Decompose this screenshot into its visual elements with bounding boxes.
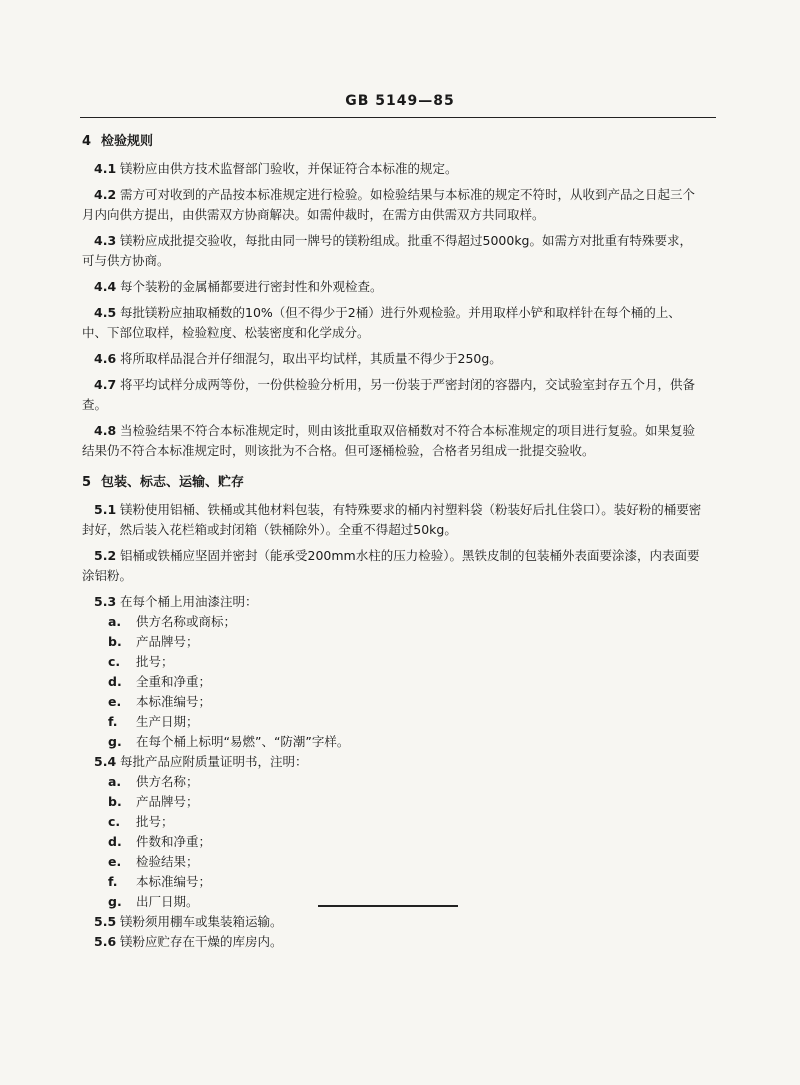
clause-5-4-intro: 5.4 每批产品应附质量证明书，注明： xyxy=(94,754,308,769)
marking-list xyxy=(82,612,702,752)
list-item: e. 检验结果； xyxy=(108,854,199,869)
list-item: c. 批号； xyxy=(108,654,174,669)
list-item: a. 供方名称； xyxy=(108,774,199,789)
list-item: b. 产品牌号； xyxy=(108,634,199,649)
clause-4-8: 4.8 当检验结果不符合本标准规定时，则由该批重取双倍桶数对不符合本标准规定的项目进行复验。如果复验结果仍不符合本标准规定时，则该批为不合格。但可逐桶检验，合格者另组成一批提交验收。 xyxy=(82,423,696,458)
document-body xyxy=(82,130,702,952)
list-item: g. 在每个桶上标明“易燃”、“防潮”字样。 xyxy=(108,734,350,749)
clause-4-5: 4.5 每批镁粉应抽取桶数的10%（但不得少于2桶）进行外观检验。并用取样小铲和取样针在每个桶的上、中、下部位取样，检验粒度、松装密度和化学成分。 xyxy=(82,305,681,340)
list-item: d. 全重和净重； xyxy=(108,674,212,689)
clause-5-2: 5.2 铝桶或铁桶应坚固并密封（能承受200mm水柱的压力检验）。黑铁皮制的包装桶外表面要涂漆，内表面要涂铝粉。 xyxy=(82,548,700,583)
clause-5-1: 5.1 镁粉使用铝桶、铁桶或其他材料包装，有特殊要求的桶内衬塑料袋（粉装好后扎住袋口）。装好粉的桶要密封好，然后装入花栏箱或封闭箱（铁桶除外）。全重不得超过50kg。 xyxy=(82,502,702,537)
list-item: f. 生产日期； xyxy=(108,714,199,729)
section-title-4: 4 检验规则 xyxy=(82,134,154,149)
clause-4-2: 4.2 需方可对收到的产品按本标准规定进行检验。如检验结果与本标准的规定不符时，从收到产品之日起三个月内向供方提出，由供需双方协商解决。如需仲裁时，在需方由供需双方共同取样。 xyxy=(82,187,696,222)
clause-4-3: 4.3 镁粉应成批提交验收，每批由同一牌号的镁粉组成。批重不得超过5000kg。如需方对批重有特殊要求，可与供方协商。 xyxy=(82,233,692,268)
clause-5-5: 5.5 镁粉须用棚车或集装箱运输。 xyxy=(94,914,283,929)
list-item: g. 出厂日期。 xyxy=(108,894,199,909)
clause-4-1: 4.1 镁粉应由供方技术监督部门验收，并保证符合本标准的规定。 xyxy=(94,161,458,176)
header-rule xyxy=(80,117,716,118)
list-item: f. 本标准编号； xyxy=(108,874,212,889)
certificate-list xyxy=(82,772,702,912)
section-title-5: 5 包装、标志、运输、贮存 xyxy=(82,475,245,490)
list-item: d. 件数和净重； xyxy=(108,834,212,849)
clause-4-7: 4.7 将平均试样分成两等份，一份供检验分析用，另一份装于严密封闭的容器内，交试验室封存五个月，供备查。 xyxy=(82,377,696,412)
clause-5-6: 5.6 镁粉应贮存在干燥的库房内。 xyxy=(94,934,283,949)
list-item: b. 产品牌号； xyxy=(108,794,199,809)
clause-4-4: 4.4 每个装粉的金属桶都要进行密封性和外观检查。 xyxy=(94,279,383,294)
clause-5-3-intro: 5.3 在每个桶上用油漆注明： xyxy=(94,594,258,609)
end-of-document-rule xyxy=(318,905,458,907)
standard-code: GB 5149—85 xyxy=(345,93,455,109)
list-item: c. 批号； xyxy=(108,814,174,829)
clause-4-6: 4.6 将所取样品混合并仔细混匀，取出平均试样，其质量不得少于250g。 xyxy=(94,351,502,366)
list-item: a. 供方名称或商标； xyxy=(108,614,237,629)
list-item: e. 本标准编号； xyxy=(108,694,212,709)
